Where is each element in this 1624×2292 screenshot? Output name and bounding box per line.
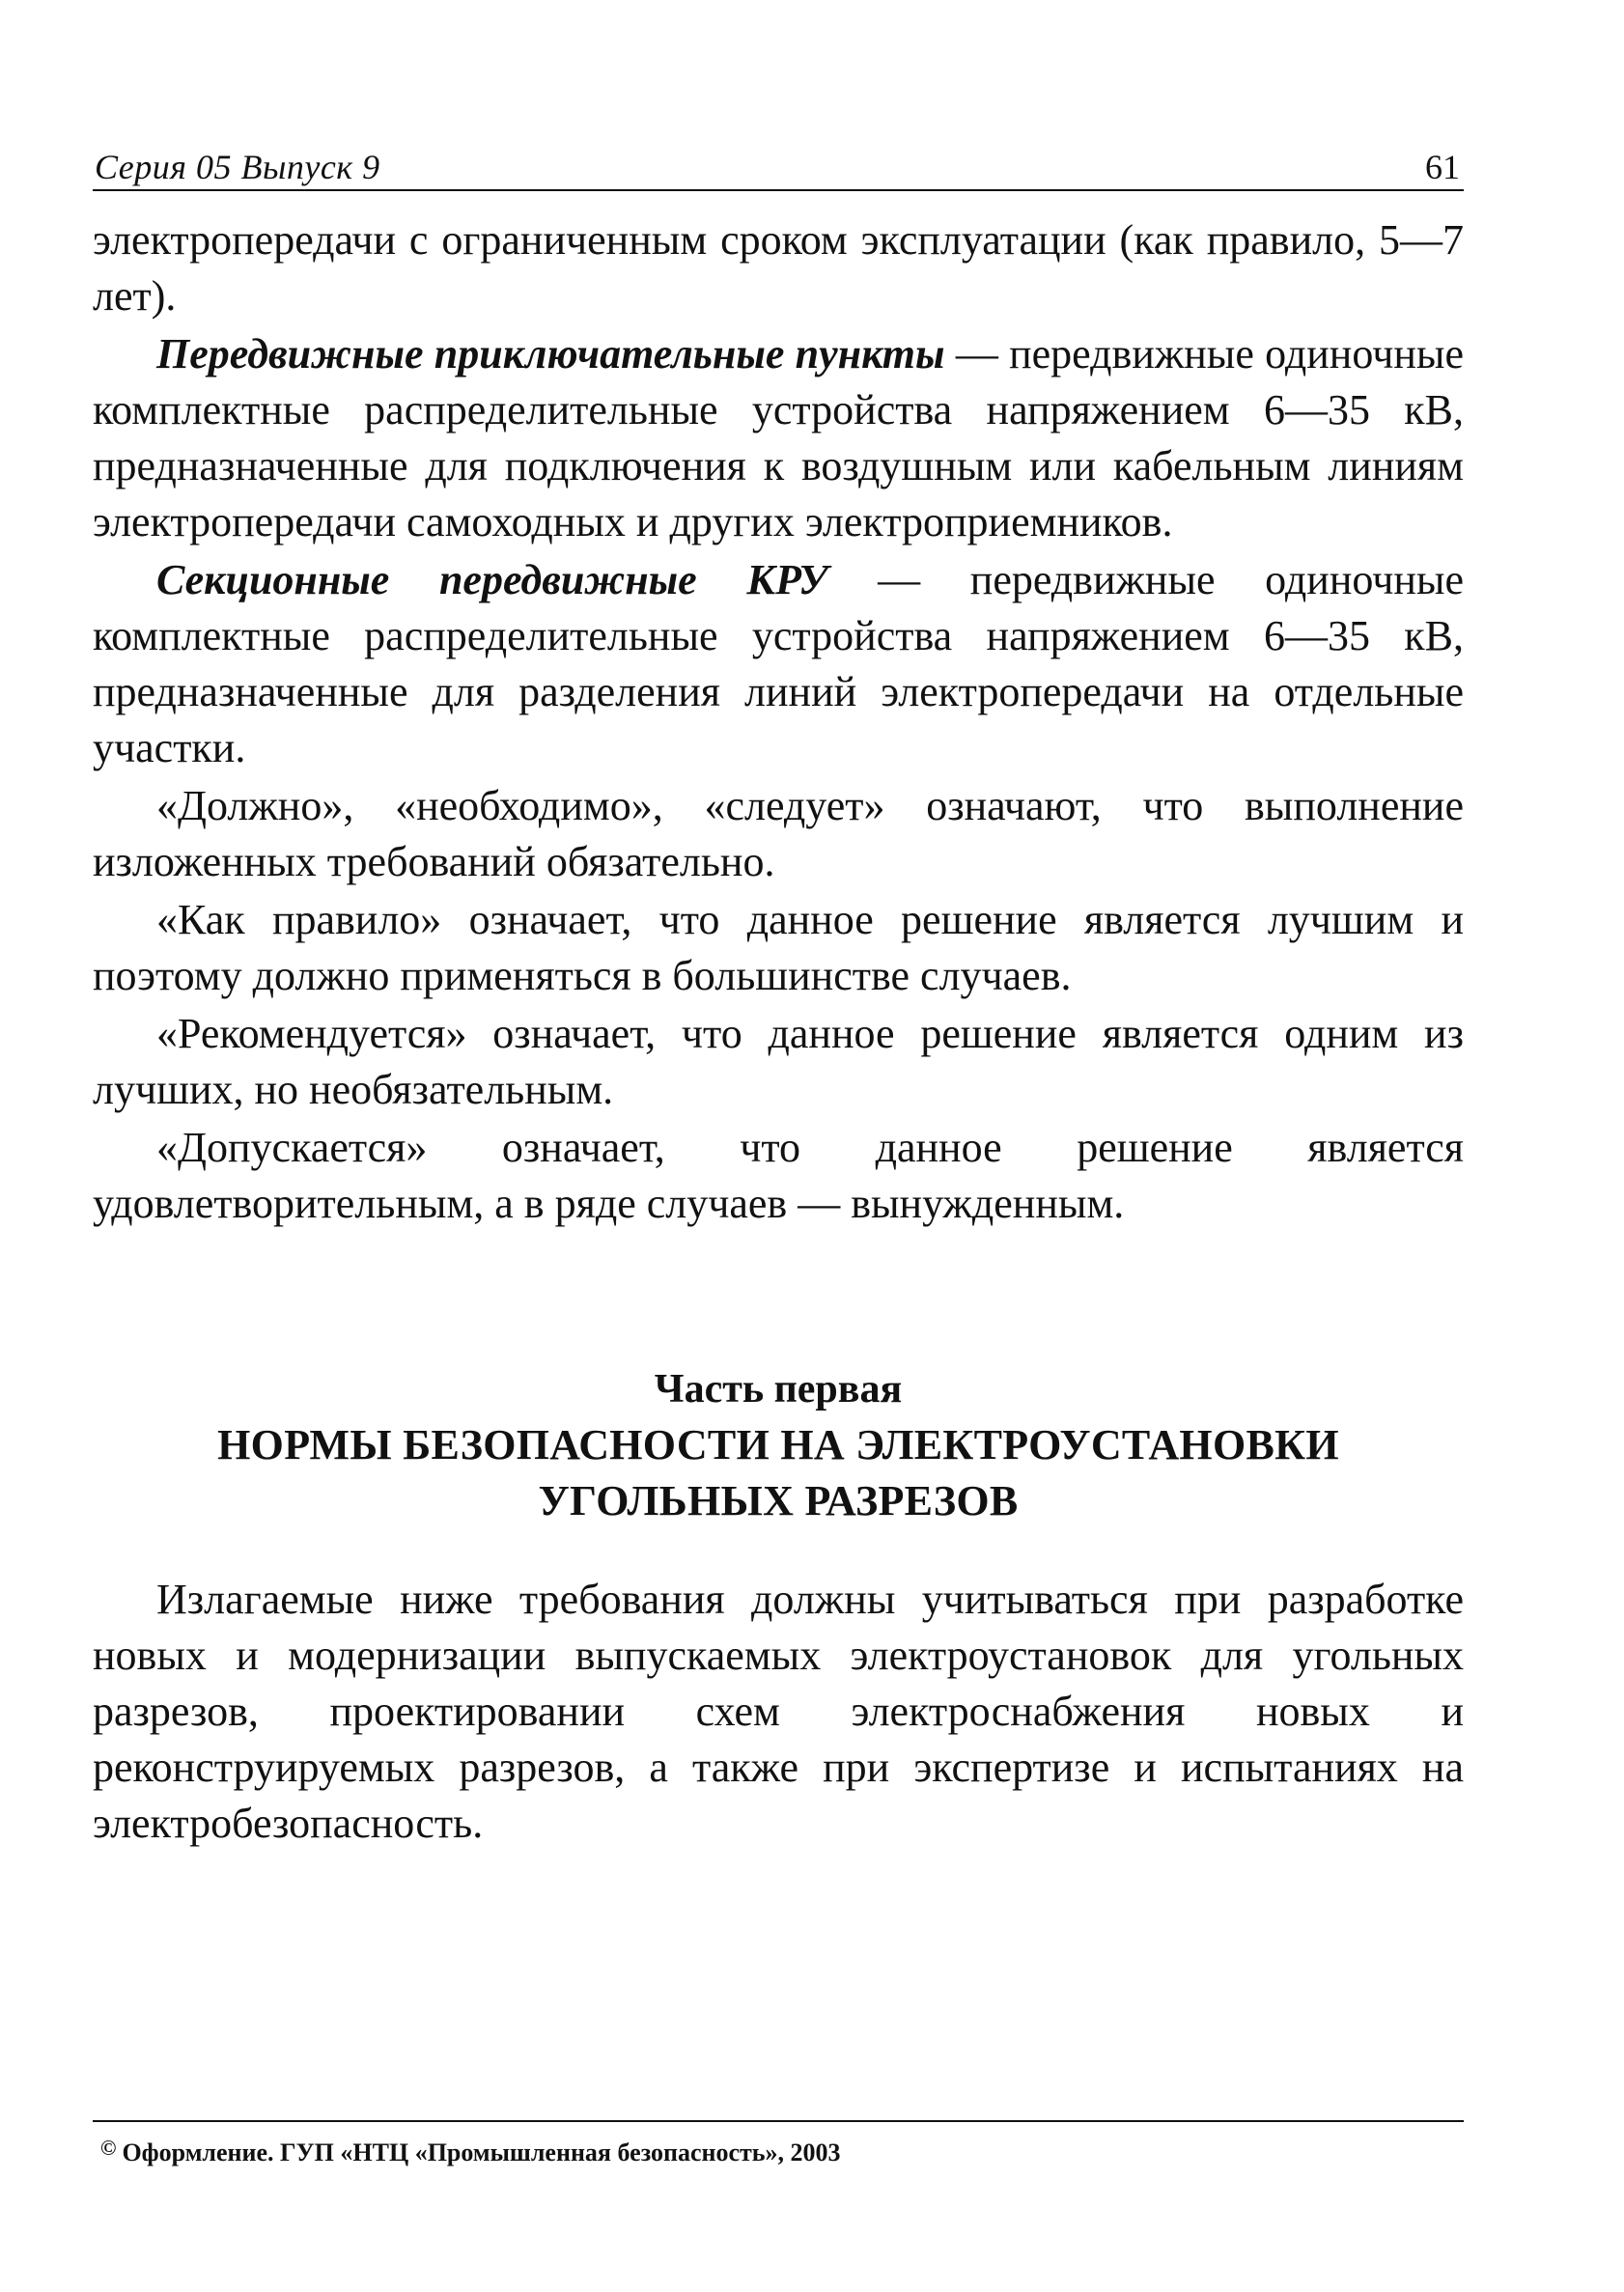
section-title-line-2: УГОЛЬНЫХ РАЗРЕЗОВ [538,1477,1019,1524]
part-label: Часть первая [654,1367,903,1412]
section-intro [93,1572,1464,1852]
series-label: Серия 05 Выпуск 9 [95,148,380,186]
footer-text: Оформление. ГУП «НТЦ «Промышленная безопасность», 2003 [122,2138,841,2166]
definition-text: — передвижные одиночные комплектные распределительные устройства напряжением 6—35 кВ, предназначенные для подключения к воздушным или кабельным линиям электропередачи самоходных и других электроприемников. [93,330,1464,545]
definition-mobile-switching-points [93,326,1464,550]
body-text [93,212,1464,1234]
paragraph-continuation: электропередачи с ограниченным сроком эксплуатации (как правило, 5—7 лет). [93,216,1464,320]
copyright-icon: © [100,2136,117,2160]
running-header [93,143,1464,191]
footer-divider [93,2120,1464,2122]
definition-text: — передвижные одиночные комплектные распределительные устройства напряжением 6—35 кВ, предназначенные для разделения линий электропередачи на отдельные участки. [93,556,1464,771]
paragraph-as-a-rule: «Как правило» означает, что данное решение является лучшим и поэтому должно применяться в большинстве случаев. [93,896,1464,999]
footer [100,2132,841,2169]
term-sectional-kru: Секционные передвижные КРУ [156,556,828,603]
section-title-line-1: НОРМЫ БЕЗОПАСНОСТИ НА ЭЛЕКТРОУСТАНОВКИ [217,1421,1339,1468]
term-mobile-switching-points: Передвижные приключательные пункты [156,330,945,377]
page-number: 61 [1425,148,1460,186]
paragraph-permitted: «Допускается» означает, что данное решение является удовлетворительным, а в ряде случаев — вынужденным. [93,1124,1464,1227]
section-heading [93,1361,1464,1529]
definition-sectional-kru [93,552,1464,776]
paragraph-must: «Должно», «необходимо», «следует» означают, что выполнение изложенных требований обязательно. [93,782,1464,885]
paragraph-recommended: «Рекомендуется» означает, что данное решение является одним из лучших, но необязательным. [93,1010,1464,1113]
intro-paragraph: Излагаемые ниже требования должны учитываться при разработке новых и модернизации выпускаемых электроустановок для угольных разрезов, проектировании схем электроснабжения новых и реконструируемых разрезов, а также при экспертизе и испытаниях на электробезопасность. [93,1576,1464,1847]
